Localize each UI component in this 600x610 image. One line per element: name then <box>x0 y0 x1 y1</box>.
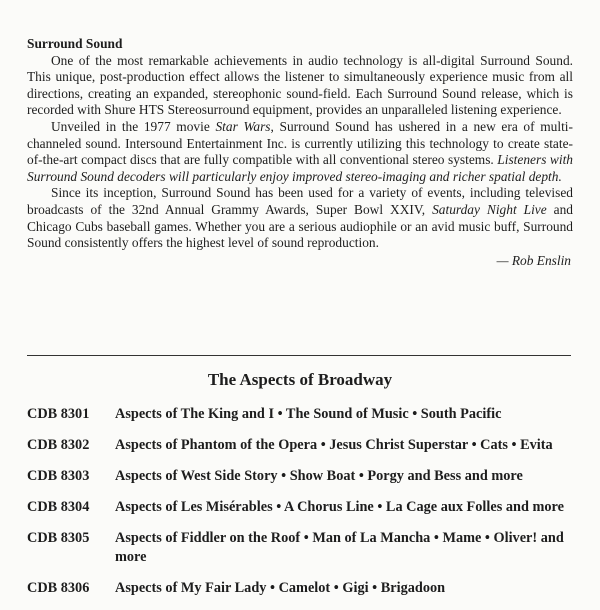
article-paragraph-3 <box>27 185 573 251</box>
catalog-code: CDB 8304 <box>27 499 90 515</box>
paragraph-text: and Chicago Cubs baseball games. Whether you are a serious audiophile or an avid music buff, Surround Sound consistently offers the highest level of sound reproduction. <box>27 201 573 251</box>
catalog-item-title: Aspects of West Side Story • Show Boat • Porgy and Bess and more <box>115 468 523 484</box>
catalog-item <box>27 436 582 455</box>
catalog-item <box>27 579 582 598</box>
catalog-item-title: Aspects of My Fair Lady • Camelot • Gigi • Brigadoon <box>115 580 446 596</box>
catalog-code: CDB 8305 <box>27 530 90 546</box>
catalog-code: CDB 8301 <box>27 406 90 422</box>
catalog-item-title: Aspects of The King and I • The Sound of Music • South Pacific <box>115 406 502 422</box>
paragraph-text: Unveiled in the 1977 movie <box>51 118 216 134</box>
catalog-code: CDB 8303 <box>27 468 90 484</box>
catalog-list <box>27 405 582 610</box>
catalog-item <box>27 498 582 517</box>
article-heading: Surround Sound <box>27 36 123 51</box>
catalog-item <box>27 529 582 567</box>
section-divider <box>27 355 571 356</box>
catalog-code: CDB 8306 <box>27 580 90 596</box>
article <box>27 36 573 269</box>
article-paragraph-1: One of the most remarkable achievements in audio technology is all-digital Surround Sound. This unique, post-production effect allows the listener to simultaneously experience music from all directions, creating an expanded, stereophonic sound-field. Each Surround Sound release, which is recorded with Shure HTS Stereosurround equipment, provides an unparalleled listening experience. <box>27 52 573 118</box>
catalog-title: The Aspects of Broadway <box>207 370 393 389</box>
paragraph-text: Since its inception, Surround Sound has been used for a variety of events, including televised broadcasts of the 32nd Annual Grammy Awards, Super Bowl XXIV, <box>27 185 573 217</box>
catalog-item-title: Aspects of Phantom of the Opera • Jesus Christ Superstar • Cats • Evita <box>115 437 553 453</box>
author-signature: — Rob Enslin <box>496 252 571 268</box>
show-title: Saturday Night Live <box>432 201 547 217</box>
movie-title: Star Wars <box>215 118 271 134</box>
italic-emphasis: Listeners with Surround Sound decoders will particularly enjoy improved stereo-imaging and richer spatial depth. <box>27 152 573 184</box>
catalog-item-title: Aspects of Les Misérables • A Chorus Line • La Cage aux Folles and more <box>115 499 564 515</box>
article-paragraph-2 <box>27 119 573 185</box>
catalog-item-title: Aspects of Fiddler on the Roof • Man of La Mancha • Mame • Oliver! and more <box>115 530 564 565</box>
catalog-item <box>27 467 582 486</box>
catalog-item <box>27 405 582 424</box>
paragraph-text: , Surround Sound has ushered in a new era of multi-channeled sound. Intersound Entertainment Inc. is currently utilizing this technology to create state-of-the-art compact discs that are fully compatible with all conventional stereo systems. <box>27 118 573 168</box>
catalog-code: CDB 8302 <box>27 437 90 453</box>
